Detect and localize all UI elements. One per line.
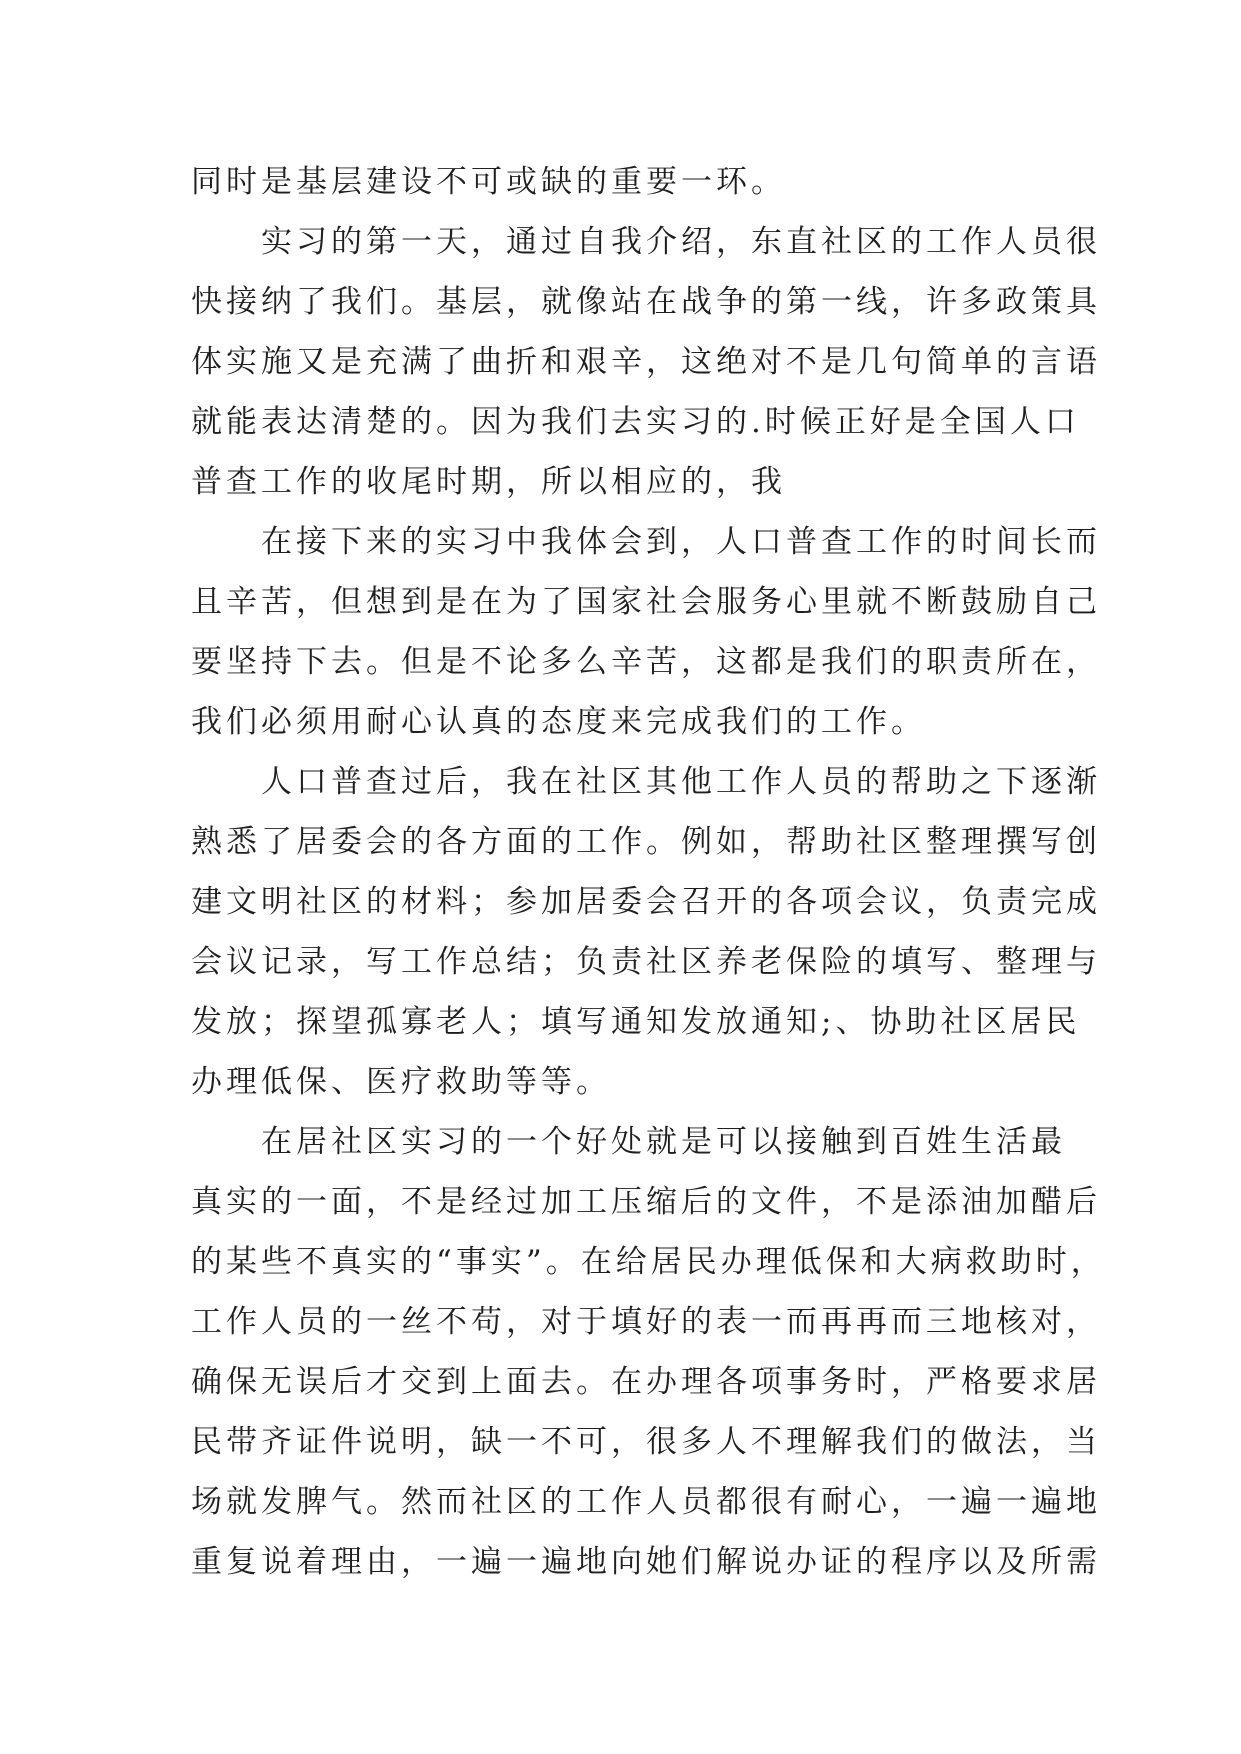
paragraph-2 [191, 212, 1101, 512]
text-line: 发放；探望孤寡老人；填写通知发放通知;、协助社区居民 [191, 1004, 1081, 1040]
text-line: 普查工作的收尾时期，所以相应的，我 [191, 464, 786, 500]
text-line: 确保无误后才交到上面去。在办理各项事务时，严格要求居 [191, 1364, 1101, 1400]
text-line: 重复说着理由，一遍一遍地向她们解说办证的程序以及所需 [191, 1544, 1101, 1580]
text-line: 真实的一面，不是经过加工压缩后的文件，不是添油加醋后 [191, 1184, 1101, 1220]
text-line: 同时是基层建设不可或缺的重要一环。 [191, 164, 786, 200]
paragraph-5 [191, 1112, 1106, 1592]
text-line: 人口普查过后，我在社区其他工作人员的帮助之下逐渐 [261, 764, 1101, 800]
text-line: 会议记录，写工作总结；负责社区养老保险的填写、整理与 [191, 944, 1101, 980]
text-line: 要坚持下去。但是不论多么辛苦，这都是我们的职责所在， [191, 644, 1101, 680]
paragraph-3 [191, 512, 1101, 752]
text-line: 实习的第一天，通过自我介绍，东直社区的工作人员很 [261, 224, 1101, 260]
text-line: 建文明社区的材料；参加居委会召开的各项会议，负责完成 [191, 884, 1101, 920]
text-line: 在接下来的实习中我体会到，人口普查工作的时间长而 [261, 524, 1101, 560]
text-line: 我们必须用耐心认真的态度来完成我们的工作。 [191, 704, 926, 740]
text-line: 熟悉了居委会的各方面的工作。例如，帮助社区整理撰写创 [191, 824, 1101, 860]
text-line: 工作人员的一丝不苟，对于填好的表一而再再而三地核对， [191, 1304, 1101, 1340]
paragraph-4 [191, 752, 1101, 1112]
text-line: 民带齐证件说明，缺一不可，很多人不理解我们的做法，当 [191, 1424, 1101, 1460]
text-line: 体实施又是充满了曲折和艰辛，这绝对不是几句简单的言语 [191, 344, 1101, 380]
document-body [191, 152, 1106, 1592]
paragraph-1 [191, 152, 1071, 212]
text-line: 在居社区实习的一个好处就是可以接触到百姓生活最 [261, 1124, 1066, 1160]
text-line: 场就发脾气。然而社区的工作人员都很有耐心，一遍一遍地 [191, 1484, 1101, 1520]
text-line: 办理低保、医疗救助等等。 [191, 1064, 611, 1100]
text-line: 快接纳了我们。基层，就像站在战争的第一线，许多政策具 [191, 284, 1101, 320]
text-line: 的某些不真实的“事实”。在给居民办理低保和大病救助时， [191, 1244, 1106, 1280]
text-line: 且辛苦，但想到是在为了国家社会服务心里就不断鼓励自己 [191, 584, 1101, 620]
text-line: 就能表达清楚的。因为我们去实习的.时候正好是全国人口 [191, 404, 1080, 440]
